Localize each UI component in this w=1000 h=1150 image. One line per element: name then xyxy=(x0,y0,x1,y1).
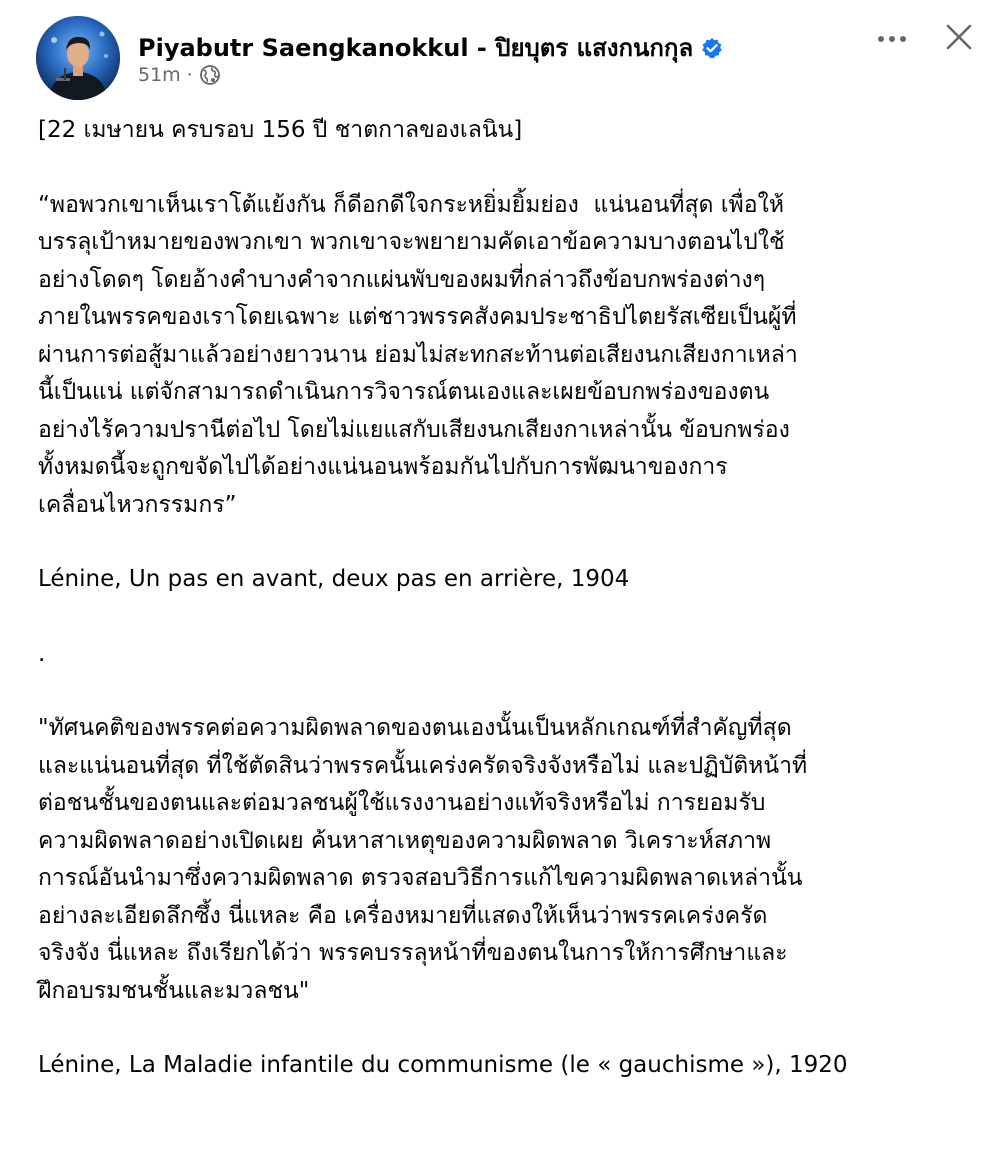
more-options-icon[interactable] xyxy=(872,24,912,54)
quote-1 xyxy=(38,187,978,525)
author-name-row xyxy=(138,28,723,67)
quote-1-line: ทั้งหมดนี้จะถูกขจัดไปได้อย่างแน่นอนพร้อมกันไปกับการพัฒนาของการ xyxy=(38,454,728,480)
citation-2: Lénine, La Maladie infantile du communisme (le « gauchisme »), 1920 xyxy=(38,1052,848,1078)
avatar-photo xyxy=(36,16,120,100)
globe-icon[interactable] xyxy=(199,64,221,86)
quote-2-line: จริงจัง นี่แหละ ถึงเรียกได้ว่า พรรคบรรลุหน้าที่ของตนในการให้การศึกษาและ xyxy=(38,940,788,966)
quote-2-line: ฝึกอบรมชนชั้นและมวลชน" xyxy=(38,977,310,1004)
quote-1-line: “พอพวกเขาเห็นเราโต้แย้งกัน ก็ดีอกดีใจกระหยิ่มยิ้มย่อง แน่นอนที่สุด เพื่อให้ xyxy=(38,191,784,218)
author-avatar[interactable] xyxy=(36,16,120,100)
quote-1-line: อย่างโดดๆ โดยอ้างคำบางคำจากแผ่นพับของผมที่กล่าวถึงข้อบกพร่องต่างๆ xyxy=(38,266,766,293)
quote-2-line: อย่างละเอียดลึกซึ้ง นี่แหละ คือ เครื่องหมายที่แสดงให้เห็นว่าพรรคเคร่งครัด xyxy=(38,902,768,929)
verified-badge-icon xyxy=(701,37,723,59)
quote-2-line: ต่อชนชั้นของตนและต่อมวลชนผู้ใช้แรงงานอย่างแท้จริงหรือไม่ การยอมรับ xyxy=(38,790,766,816)
quote-1-line: อย่างไร้ความปรานีต่อไป โดยไม่แยแสกับเสียงนกเสียงกาเหล่านั้น ข้อบกพร่อง xyxy=(38,416,790,443)
quote-1-line: ภายในพรรคของเราโดยเฉพาะ แต่ชาวพรรคสังคมประชาธิปไตยรัสเซียเป็นผู้ที่ xyxy=(38,304,797,330)
quote-1-line: บรรลุเป้าหมายของพวกเขา พวกเขาจะพยายามคัดเอาข้อความบางตอนไปใช้ xyxy=(38,229,785,255)
quote-1-line: เคลื่อนไหวกรรมกร” xyxy=(38,491,237,518)
quote-2-line: และแน่นอนที่สุด ที่ใช้ตัดสินว่าพรรคนั้นเคร่งครัดจริงจังหรือไม่ และปฏิบัติหน้าที่ xyxy=(38,752,808,779)
quote-2-line: "ทัศนคติของพรรคต่อความผิดพลาดของตนเองนั้นเป็นหลักเกณฑ์ที่สำคัญที่สุด xyxy=(38,715,792,741)
separator-dot: . xyxy=(38,640,46,667)
quote-2-line: ความผิดพลาดอย่างเปิดเผย ค้นหาสาเหตุของความผิดพลาด วิเคราะห์สภาพ xyxy=(38,827,772,854)
post-timestamp[interactable]: 51m xyxy=(138,64,181,86)
meta-separator: · xyxy=(186,64,193,86)
quote-1-line: นี้เป็นแน่ แต่จักสามารถดำเนินการวิจารณ์ตนเองและเผยข้อบกพร่องของตน xyxy=(38,379,770,405)
post-heading: [22 เมษายน ครบรอบ 156 ปี ชาตกาลของเลนิน] xyxy=(38,117,523,143)
close-icon[interactable] xyxy=(942,20,976,54)
post-meta xyxy=(138,64,221,86)
quote-2-line: การณ์อันนำมาซึ่งความผิดพลาด ตรวจสอบวิธีการแก้ไขความผิดพลาดเหล่านั้น xyxy=(38,865,803,891)
quote-2 xyxy=(38,710,978,1010)
post-header xyxy=(36,16,976,100)
citation-1: Lénine, Un pas en avant, deux pas en arrière, 1904 xyxy=(38,566,630,592)
author-name[interactable]: Piyabutr Saengkanokkul - ปิยบุตร แสงกนกกุล xyxy=(138,34,694,62)
quote-1-line: ผ่านการต่อสู้มาแล้วอย่างยาวนาน ย่อมไม่สะทกสะท้านต่อเสียงนกเสียงกาเหล่า xyxy=(38,341,798,368)
post-body xyxy=(38,112,978,1085)
